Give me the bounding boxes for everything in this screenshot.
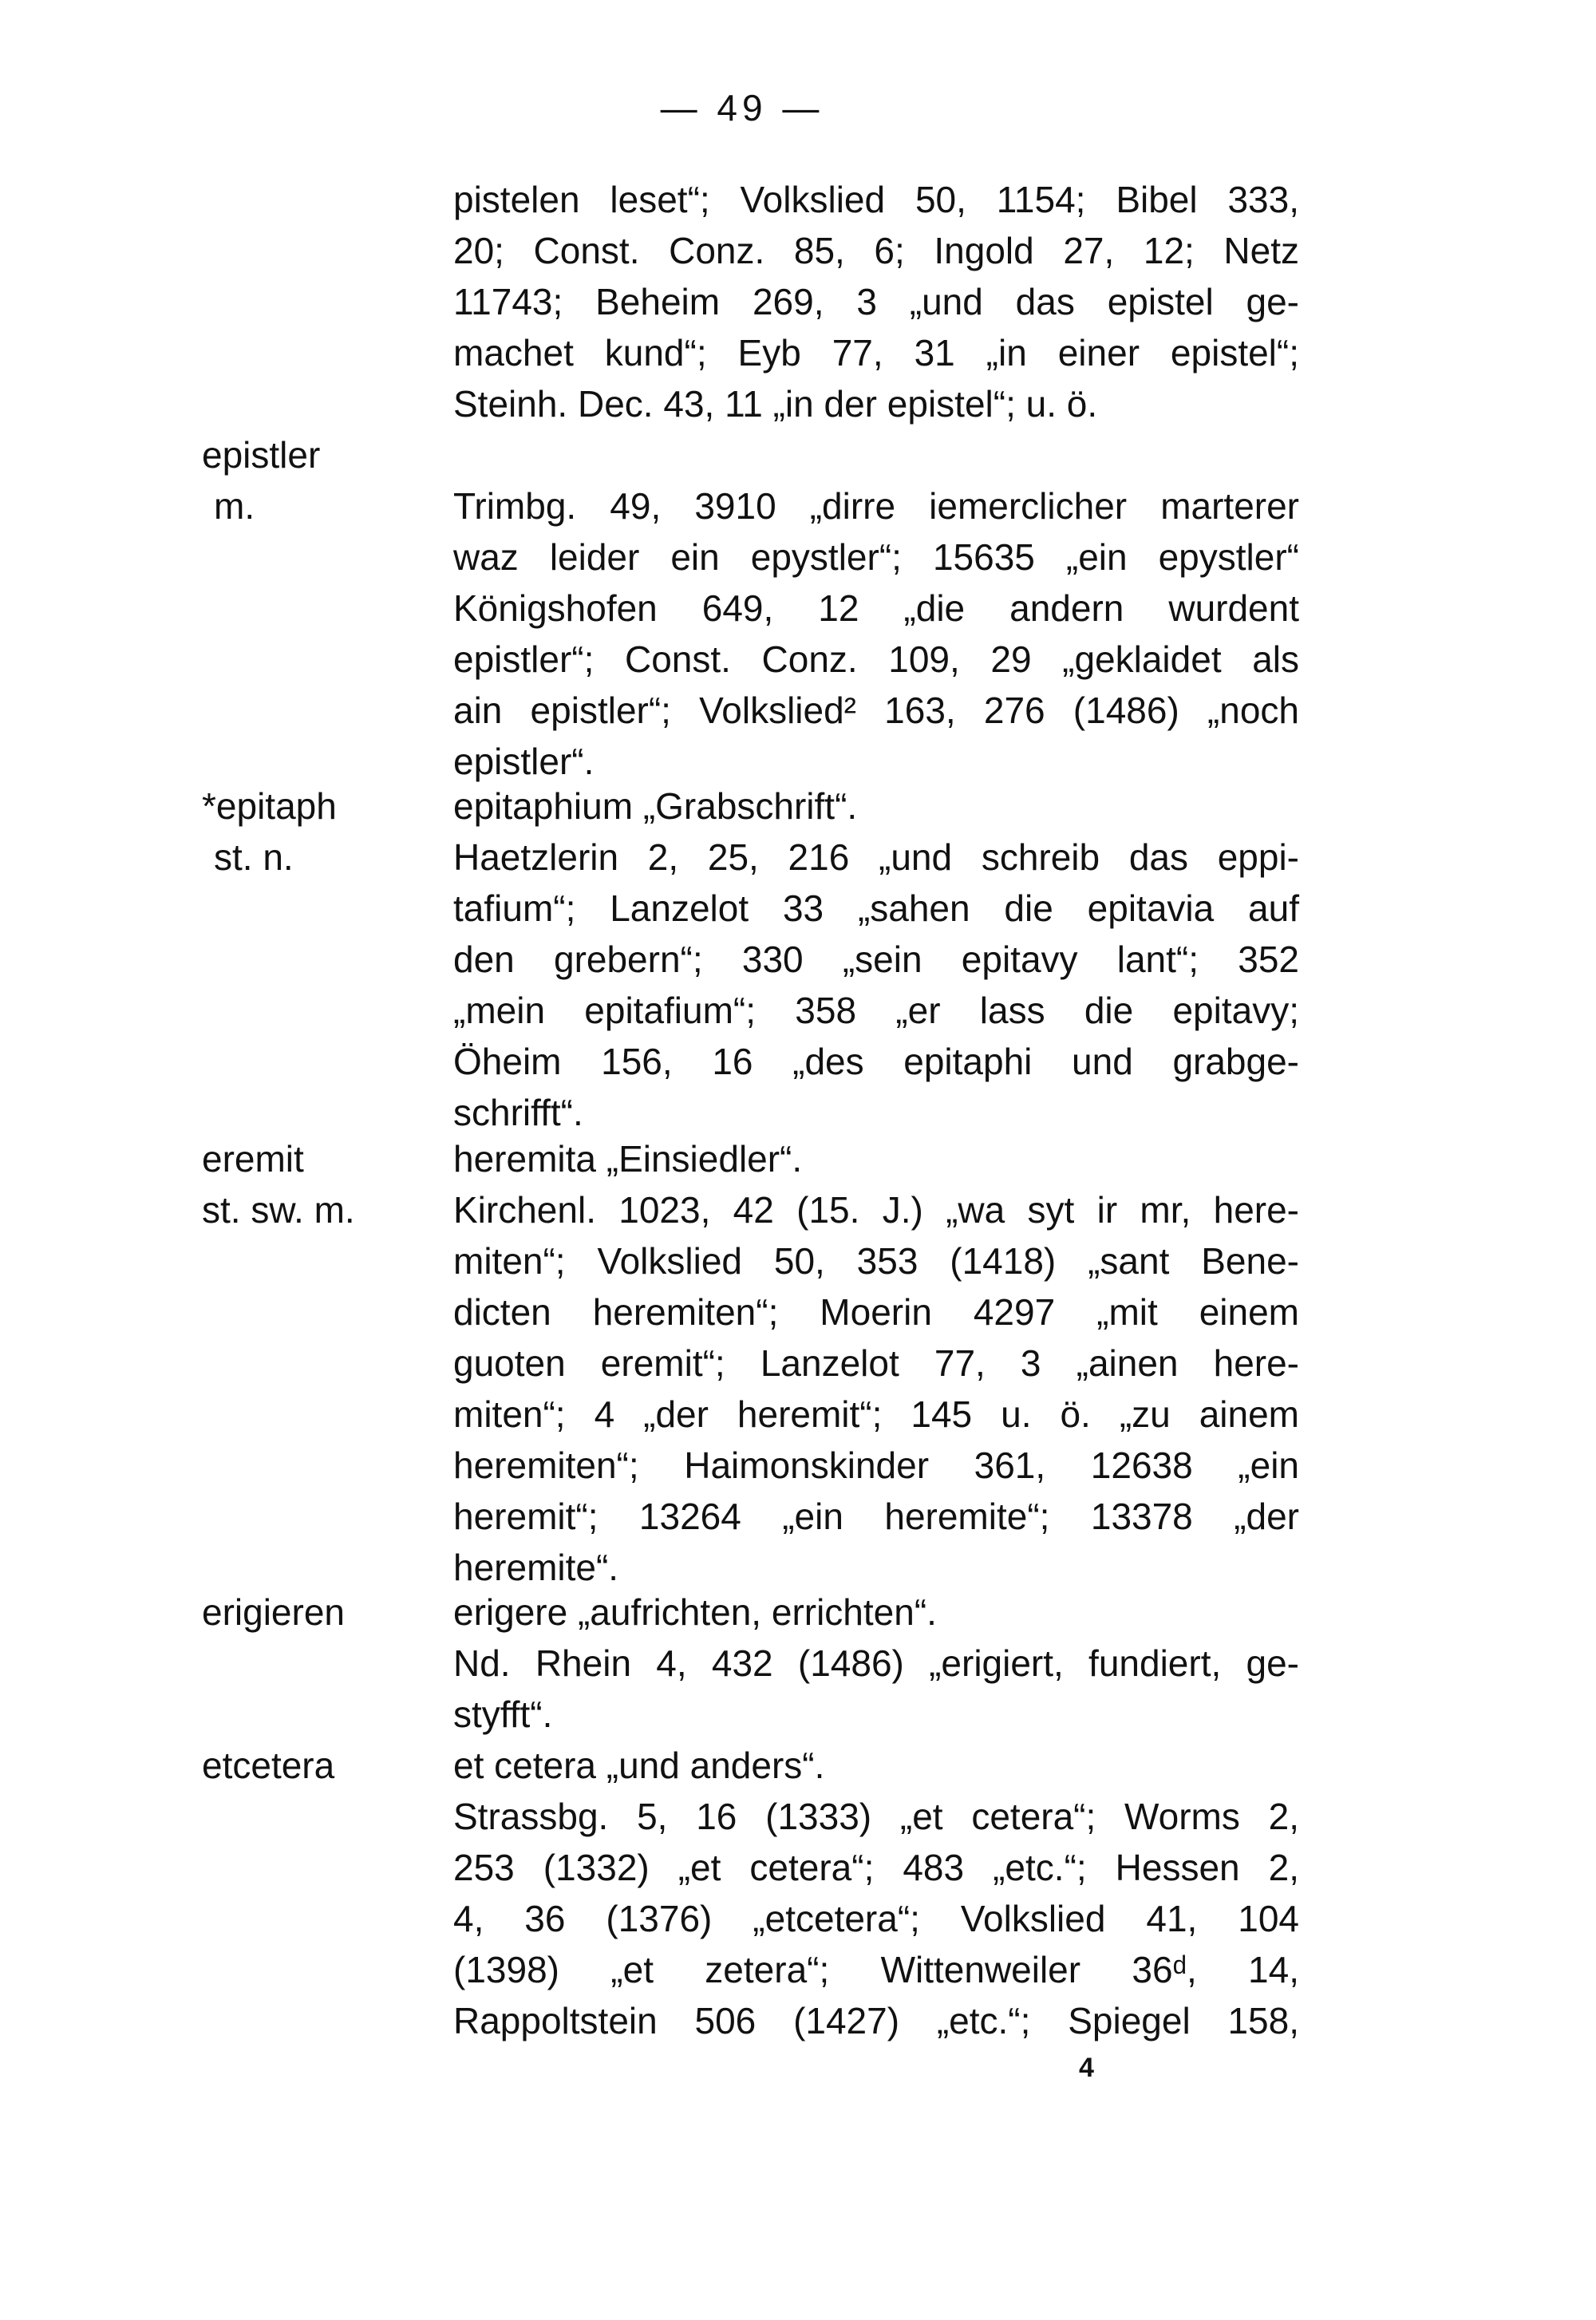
signature-mark: 4 <box>1079 2053 1094 2083</box>
grammar-eremit: st. sw. m. <box>202 1189 355 1231</box>
text-line: pistelen leset“; Volkslied 50, 1154; Bibel 333, <box>453 179 1299 220</box>
text-line: dicten heremiten“; Moerin 4297 „mit einem <box>453 1291 1299 1333</box>
text-line: Strassbg. 5, 16 (1333) „et cetera“; Worms 2, <box>453 1796 1299 1837</box>
text-line: Königshofen 649, 12 „die andern wurdent <box>453 587 1299 629</box>
text-line: erigere „aufrichten, errichten“. <box>453 1591 937 1633</box>
text-line: epitaphium „Grabschrift“. <box>453 785 858 827</box>
text-line: „mein epitafium“; 358 „er lass die epitavy; <box>453 990 1299 1031</box>
entry-epistler <box>453 480 1299 787</box>
text-line: styfft“. <box>453 1694 553 1735</box>
headword-epistler: epistler <box>202 434 321 476</box>
text-line: Haetzlerin 2, 25, 216 „und schreib das eppi- <box>453 836 1299 878</box>
entry-epitaph <box>453 781 1299 1138</box>
text-line: et cetera „und anders“. <box>453 1745 825 1786</box>
grammar-epistler: m. <box>214 485 255 527</box>
text-line: 253 (1332) „et cetera“; 483 „etc.“; Hessen 2, <box>453 1847 1299 1888</box>
text-line: Steinh. Dec. 43, 11 „in der epistel“; u. ö. <box>453 383 1098 425</box>
headword-epitaph: *epitaph <box>202 785 337 827</box>
text-line: waz leider ein epystler“; 15635 „ein epystler“ <box>453 536 1299 578</box>
text-line: Rappoltstein 506 (1427) „etc.“; Spiegel 158, <box>453 2000 1299 2041</box>
text-line: Trimbg. 49, 3910 „dirre iemerclicher marterer <box>453 485 1299 527</box>
text-line: miten“; 4 „der heremit“; 145 u. ö. „zu ainem <box>453 1393 1299 1435</box>
headword-etcetera: etcetera <box>202 1745 335 1786</box>
text-line: miten“; Volkslied 50, 353 (1418) „sant Bene- <box>453 1240 1299 1282</box>
text-line: Öheim 156, 16 „des epitaphi und grabge- <box>453 1041 1299 1082</box>
text-line: (1398) „et zetera“; Wittenweiler 36ᵈ, 14, <box>453 1949 1299 1990</box>
text-line: heremite“. <box>453 1547 619 1588</box>
text-line: machet kund“; Eyb 77, 31 „in einer epistel“; <box>453 332 1299 373</box>
text-line: epistler“. <box>453 741 595 782</box>
text-line: ain epistler“; Volkslied² 163, 276 (1486) „noch <box>453 690 1299 731</box>
entry-eremit <box>453 1133 1299 1593</box>
text-line: 4, 36 (1376) „etcetera“; Volkslied 41, 104 <box>453 1898 1299 1939</box>
text-line: 11743; Beheim 269, 3 „und das epistel ge- <box>453 281 1299 322</box>
page-header: — 49 — <box>660 87 824 128</box>
text-line: guoten eremit“; Lanzelot 77, 3 „ainen here- <box>453 1342 1299 1384</box>
text-line: 20; Const. Conz. 85, 6; Ingold 27, 12; Netz <box>453 230 1299 271</box>
text-line: heremita „Einsiedler“. <box>453 1138 803 1180</box>
headword-eremit: eremit <box>202 1138 304 1180</box>
text-line: heremit“; 13264 „ein heremite“; 13378 „der <box>453 1496 1299 1537</box>
text-line: Nd. Rhein 4, 432 (1486) „erigiert, fundiert, ge- <box>453 1642 1299 1684</box>
text-line: den grebern“; 330 „sein epitavy lant“; 352 <box>453 939 1299 980</box>
entry-etcetera <box>453 1740 1299 2046</box>
headword-erigieren: erigieren <box>202 1591 345 1633</box>
grammar-epitaph: st. n. <box>214 836 294 878</box>
text-line: tafium“; Lanzelot 33 „sahen die epitavia auf <box>453 887 1299 929</box>
text-line: epistler“; Const. Conz. 109, 29 „geklaidet als <box>453 638 1299 680</box>
entry-erigieren <box>453 1587 1299 1740</box>
entry-pistelen-continuation <box>453 174 1299 429</box>
text-line: Kirchenl. 1023, 42 (15. J.) „wa syt ir mr, here- <box>453 1189 1299 1231</box>
text-line: heremiten“; Haimonskinder 361, 12638 „ein <box>453 1445 1299 1486</box>
text-line: schrifft“. <box>453 1092 583 1133</box>
